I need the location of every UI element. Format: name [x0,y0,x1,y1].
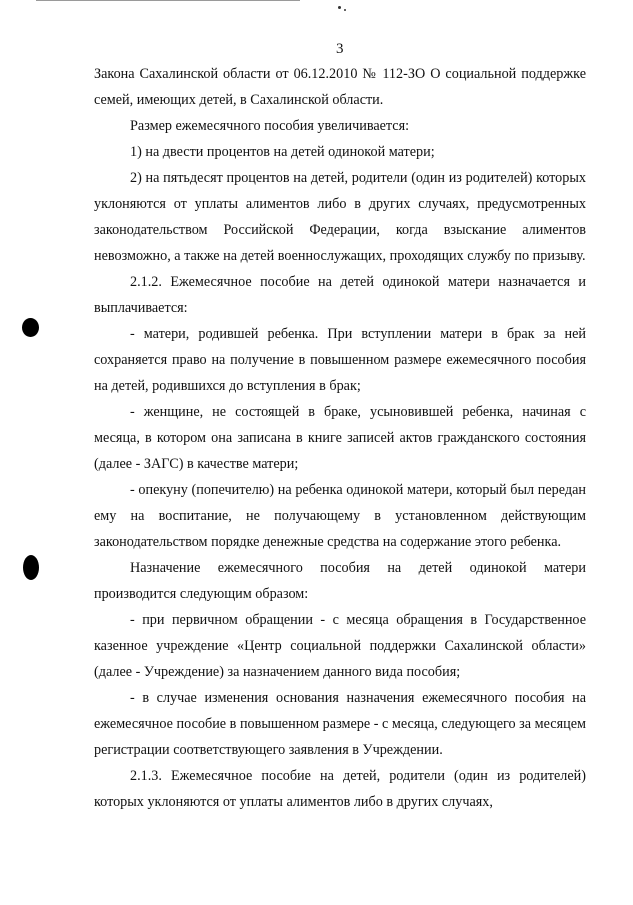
paragraph: - опекуну (попечителю) на ребенка одинокой матери, который был передан ему на воспитание, не получающему в установленном действующим законодательством порядке денежные средства на содержание этого ребенка. [94,482,586,550]
paragraph: Закона Сахалинской области от 06.12.2010 № 112-ЗО О социальной поддержке семей, имеющих детей, в Сахалинской области. [94,66,586,108]
paragraph: - в случае изменения основания назначения ежемесячного пособия на ежемесячное пособие в повышенном размере - с месяца, следующего за месяцем регистрации соответствующего заявления в Учреждении. [94,690,586,758]
paragraph: 2) на пятьдесят процентов на детей, родители (один из родителей) которых уклоняются от уплаты алиментов либо в других случаях, предусмотренных законодательством Российской Федерации, когда взыскание алиментов невозможно, а также на детей военнослужащих, проходящих службу по призыву. [94,170,586,264]
scan-speck [338,6,341,9]
scan-border-line [36,0,300,1]
punch-hole-mark [23,555,39,580]
paragraph: 2.1.3. Ежемесячное пособие на детей, родители (один из родителей) которых уклоняются от уплаты алиментов либо в других случаях, [94,768,586,810]
paragraph: 1) на двести процентов на детей одинокой матери; [130,144,435,160]
paragraph: - женщине, не состоящей в браке, усыновившей ребенка, начиная с месяца, в котором она записана в книге записей актов гражданского состояния (далее - ЗАГС) в качестве матери; [94,404,586,472]
page-number: 3 [336,41,344,57]
paragraph: - матери, родившей ребенка. При вступлении матери в брак за ней сохраняется право на получение в повышенном размере ежемесячного пособия на детей, родившихся до вступления в брак; [94,326,586,394]
paragraph: Размер ежемесячного пособия увеличивается: [130,118,410,134]
scan-speck [344,9,346,11]
paragraph: 2.1.2. Ежемесячное пособие на детей одинокой матери назначается и выплачивается: [94,274,586,316]
paragraph: Назначение ежемесячного пособия на детей одинокой матери производится следующим образом: [94,560,586,602]
paragraph: - при первичном обращении - с месяца обращения в Государственное казенное учреждение «Центр социальной поддержки Сахалинской области» (далее - Учреждение) за назначением данного вида пособия; [94,612,586,680]
punch-hole-mark [22,318,39,337]
document-body [94,61,586,815]
